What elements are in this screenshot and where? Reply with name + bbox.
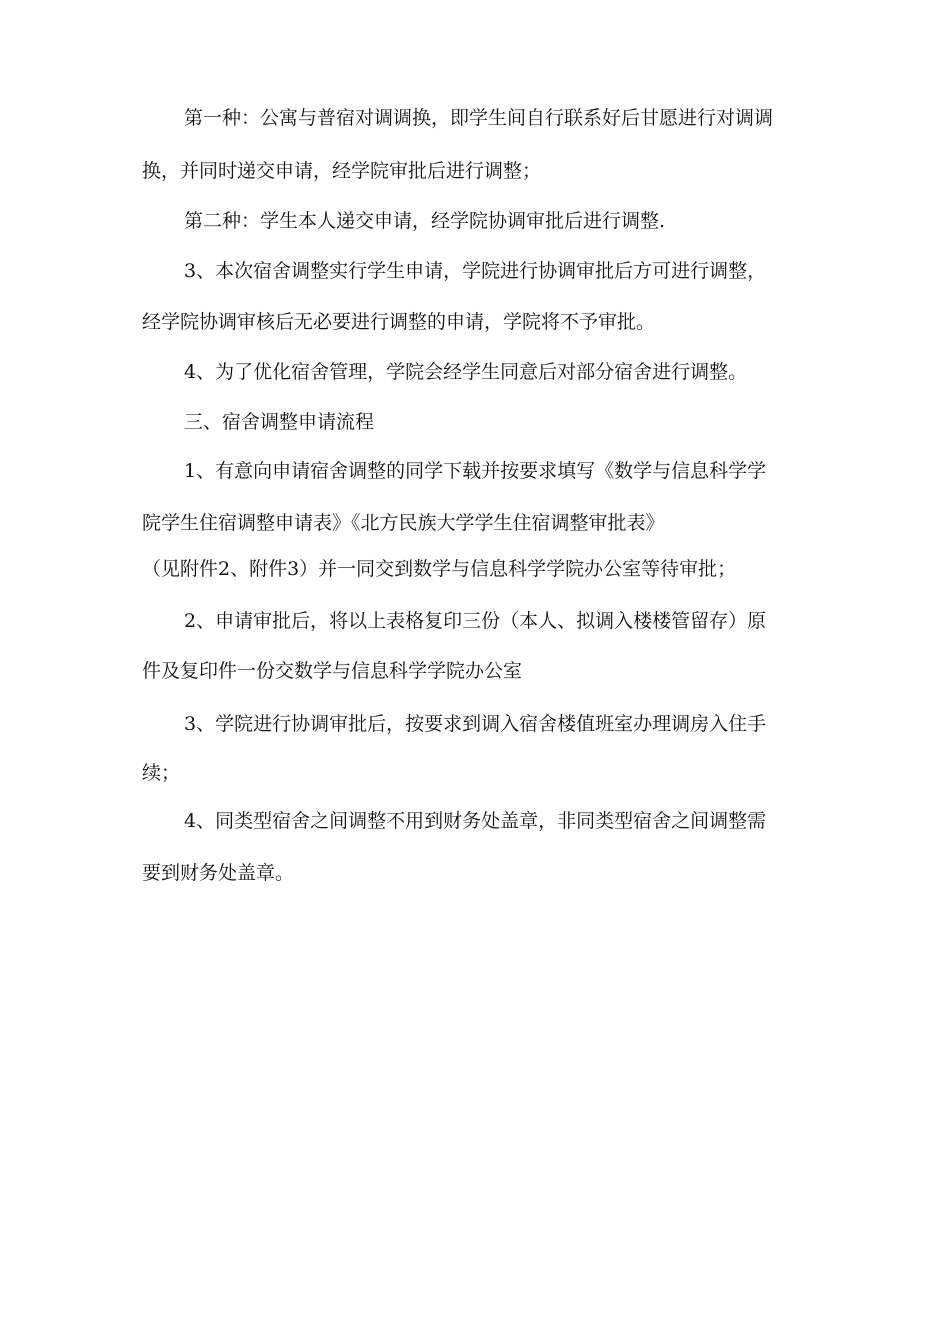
text-line: （见附件2、附件3）并一同交到数学与信息科学学院办公室等待审批；	[142, 558, 737, 580]
text-line: 换，并同时递交申请，经学院审批后进行调整；	[142, 160, 542, 182]
text-line: 3、学院进行协调审批后，按要求到调入宿舍楼值班室办理调房入住手	[184, 713, 767, 735]
text-line: 续；	[142, 762, 181, 784]
text-line: 2、申请审批后，将以上表格复印三份（本人、拟调入楼楼管留存）原	[184, 610, 767, 632]
text-line: 要到财务处盖章。	[142, 862, 295, 884]
text-line: 4、同类型宿舍之间调整不用到财务处盖章，非同类型宿舍之间调整需	[184, 810, 767, 832]
text-line: 经学院协调审核后无必要进行调整的申请，学院将不予审批。	[142, 311, 656, 333]
text-line: 第一种：公寓与普宿对调调换，即学生间自行联系好后甘愿进行对调调	[184, 107, 774, 129]
text-line: 4、为了优化宿舍管理，学院会经学生同意后对部分宿舍进行调整。	[184, 361, 748, 383]
text-line: 院学生住宿调整申请表》《北方民族大学学生住宿调整审批表》	[142, 512, 665, 534]
text-line: 3、本次宿舍调整实行学生申请，学院进行协调审批后方可进行调整，	[184, 260, 767, 282]
section-heading: 三、宿舍调整申请流程	[184, 411, 375, 433]
text-line: 第二种：学生本人递交申请，经学院协调审批后进行调整.	[184, 210, 666, 232]
text-line: 件及复印件一份交数学与信息科学学院办公室	[142, 660, 523, 682]
text-line: 1、有意向申请宿舍调整的同学下载并按要求填写《数学与信息科学学	[184, 460, 767, 482]
